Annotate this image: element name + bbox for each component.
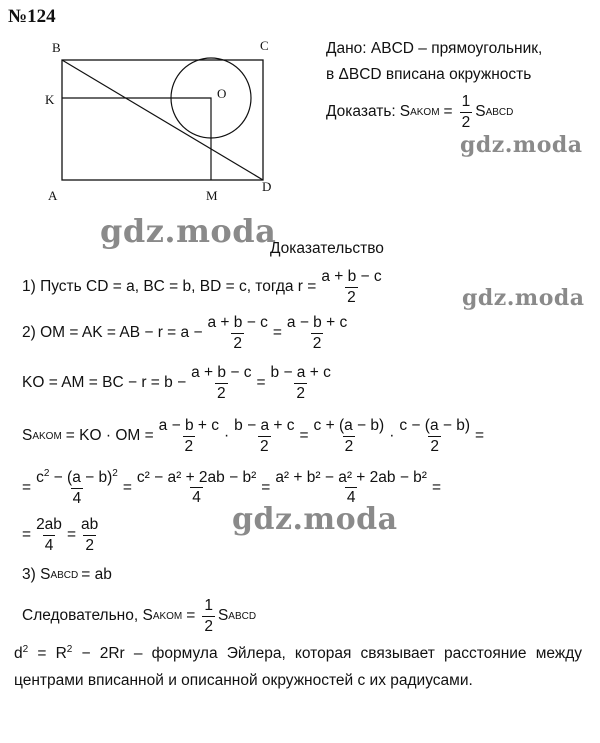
diagonal-bd xyxy=(62,60,263,180)
prove-statement: Доказать: S AKOM = $\frac{1}{2}$ S ABCD xyxy=(326,93,514,131)
proof-line-4: S AKOM = KO · OM = $\frac{a - b + c}{2}$ · $\frac{b - a + c}{2}$ = $\frac{c + (a - b)}{2}$ · $\frac{c - (a - b)}{2}$ = xyxy=(22,417,485,455)
point-label-k: K xyxy=(45,92,55,107)
proof-heading: Доказательство xyxy=(270,240,384,257)
proof-conclusion: Следовательно, S AKOM = $\frac{1}{2}$ S ABCD xyxy=(22,597,257,635)
problem-number: №124 xyxy=(8,6,56,27)
proof-line-7: 3) S ABCD = ab xyxy=(22,566,112,583)
center-label-o: O xyxy=(217,86,227,101)
vertex-label-d: D xyxy=(262,179,272,194)
point-label-m: M xyxy=(206,188,218,203)
given-line-2: в ΔBCD вписана окружность xyxy=(326,66,532,83)
euler-formula-paragraph: $d^2 = R^2 - 2Rr$ – формула Эйлера, которая связывает расстояние между центрами вписанной и описанной окружностей с их радиусами. xyxy=(14,644,582,689)
watermark-4: gdz.moda xyxy=(232,502,398,537)
segment-ko-om xyxy=(62,98,211,180)
proof-line-5: = $\frac{c^2 - (a - b)^2}{4}$ = $\frac{\text{c² − a² + 2ab − b²}}{4}$ = $\frac{\text{a² + b² − a² + 2ab − b²}}{4}$ = xyxy=(22,468,442,507)
given-line-1: Дано: ABCD – прямоугольник, xyxy=(326,40,543,57)
vertex-label-b: B xyxy=(52,40,61,55)
proof-line-1: 1) Пусть CD = a, BC = b, BD = c, тогда r = $\frac{a + b - c}{2}$ xyxy=(22,268,382,306)
geometry-figure xyxy=(40,36,290,206)
proof-line-6: = $\frac{2ab}{4}$ = $\frac{ab}{2}$ xyxy=(22,516,99,554)
proof-line-3: KO = AM = BC − r = b − $\frac{a + b - c}{2}$ = $\frac{b - a + c}{2}$ xyxy=(22,364,331,402)
watermark-3: gdz.moda xyxy=(462,285,585,311)
vertex-label-a: A xyxy=(48,188,58,203)
proof-line-2: 2) OM = AK = AB − r = a − $\frac{a + b - c}{2}$ = $\frac{a - b + c}{2}$ xyxy=(22,314,348,352)
rectangle-diagram xyxy=(40,36,290,206)
vertex-label-c: C xyxy=(260,38,269,53)
watermark-1: gdz.moda xyxy=(460,132,583,158)
watermark-2: gdz.moda xyxy=(100,212,277,250)
